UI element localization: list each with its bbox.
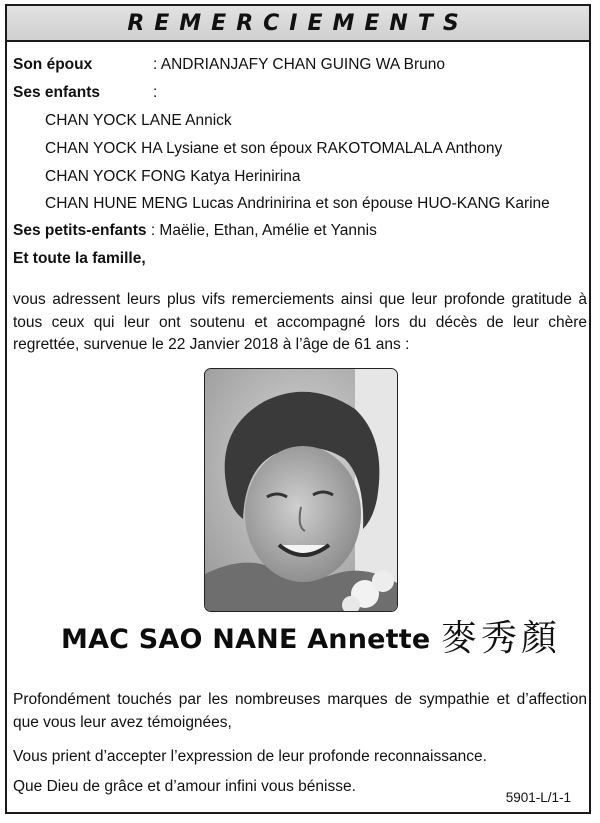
children-label: Ses enfants (13, 84, 101, 101)
notice-frame (5, 4, 591, 814)
deceased-name: MAC SAO NANE Annette (61, 624, 431, 655)
child-item: CHAN YOCK FONG Katya Herinirina (45, 168, 301, 185)
header-banner (7, 6, 589, 42)
child-item: CHAN HUNE MENG Lucas Andrinirina et son épouse HUO-KANG Karine (45, 195, 550, 212)
children-line (13, 84, 158, 102)
grandchildren-label: Ses petits-enfants (13, 222, 147, 239)
portrait-photo (204, 368, 398, 612)
children-colon: : (153, 84, 158, 101)
portrait-image (205, 369, 398, 612)
request-paragraph: Vous prient d’accepter l’expression de leur profonde reconnaissance. (13, 748, 487, 765)
spouse-label: Son époux (13, 56, 93, 73)
blessing-paragraph: Que Dieu de grâce et d’amour infini vous bénisse. (13, 778, 356, 795)
deceased-chinese-name: 麥秀顏 (441, 618, 562, 659)
grandchildren-value: : Maëlie, Ethan, Amélie et Yannis (146, 222, 377, 239)
whole-family-line: Et toute la famille, (13, 250, 146, 267)
grandchildren-line (13, 222, 377, 240)
spouse-line (13, 56, 445, 74)
notice-title: REMERCIEMENTS (127, 10, 469, 36)
deceased-name-row (7, 606, 593, 666)
intro-paragraph: vous adressent leurs plus vifs remerciements ainsi que leur profonde gratitude à tous ceux qui leur ont soutenu et accompagné lors du décès de leur chère regrettée, survenue le 22 Janvier 2018 à l’âge de 61 ans : (13, 291, 587, 353)
touched-paragraph: Profondément touchés par les nombreuses marques de sympathie et d’affection que vous leur avez témoignées, (13, 691, 587, 731)
child-item: CHAN YOCK HA Lysiane et son époux RAKOTOMALALA Anthony (45, 140, 503, 157)
reference-code: 5901-L/1-1 (505, 790, 571, 805)
child-item: CHAN YOCK LANE Annick (45, 112, 232, 129)
spouse-value: : ANDRIANJAFY CHAN GUING WA Bruno (153, 56, 445, 73)
